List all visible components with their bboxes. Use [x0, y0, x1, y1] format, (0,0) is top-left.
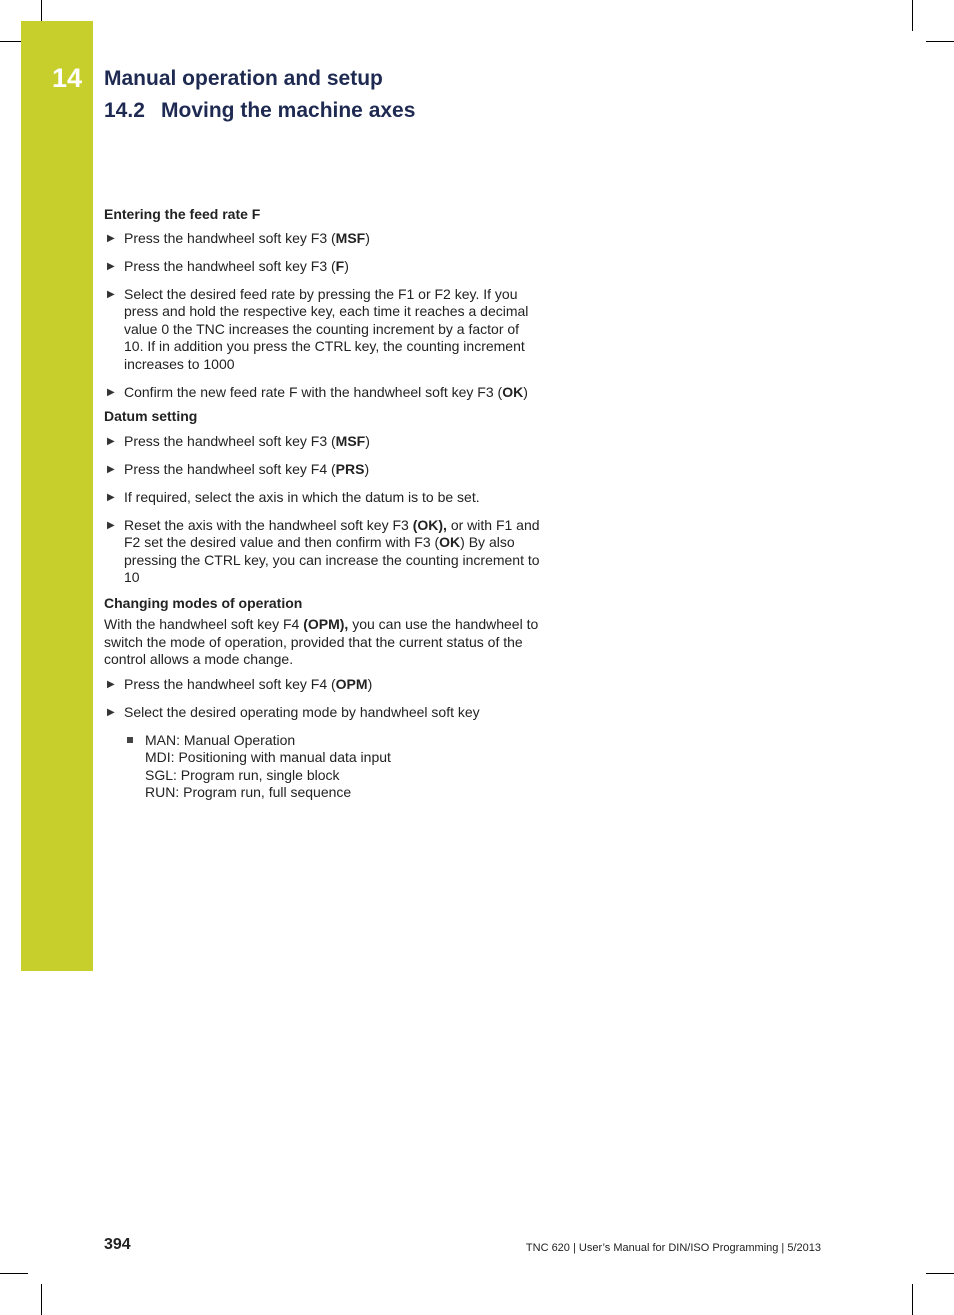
crop-mark — [41, 1284, 42, 1315]
list-item: ▶ Confirm the new feed rate F with the handwheel soft key F3 (OK) — [107, 383, 528, 400]
chapter-number: 14 — [52, 63, 83, 93]
triangle-right-icon: ▶ — [107, 706, 115, 718]
section-number: 14.2 — [104, 99, 145, 122]
page-content — [104, 206, 540, 802]
crop-mark — [912, 0, 913, 31]
list-item: ▶ Press the handwheel soft key F4 (PRS) — [107, 460, 370, 477]
crop-mark — [926, 41, 954, 42]
list-item: ▶ Reset the axis with the handwheel soft key F3 (OK), or with F1 and F2 set the desired value and then confirm with F3 (OK) By also pressing the CTRL key, you can increase the counting increment to 10 — [107, 516, 540, 585]
modes-steps — [104, 676, 540, 722]
section-title-text: Moving the machine axes — [161, 99, 416, 122]
triangle-right-icon: ▶ — [107, 232, 115, 244]
heading-feed-rate: Entering the feed rate F — [104, 206, 261, 222]
triangle-right-icon: ▶ — [107, 519, 115, 531]
list-item: ▶ Press the handwheel soft key F3 (F) — [107, 257, 349, 274]
page-number: 394 — [104, 1236, 131, 1253]
crop-mark — [0, 41, 21, 42]
triangle-right-icon: ▶ — [107, 435, 115, 447]
triangle-right-icon: ▶ — [107, 463, 115, 475]
list-item: ▶ Select the desired operating mode by handwheel soft key — [107, 703, 480, 720]
list-item: ▶ Press the handwheel soft key F4 (OPM) — [107, 675, 373, 692]
triangle-right-icon: ▶ — [107, 678, 115, 690]
heading-datum-setting: Datum setting — [104, 408, 198, 424]
datum-steps — [104, 433, 540, 587]
footer-text: TNC 620 | User’s Manual for DIN/ISO Programming | 5/2013 — [525, 1242, 821, 1254]
square-bullet-icon — [127, 737, 133, 743]
crop-mark — [912, 1284, 913, 1315]
modes-paragraph: With the handwheel soft key F4 (OPM), you can use the handwheel to switch the mode of operation, provided that the current status of the control allows a mode change. — [104, 616, 539, 667]
list-item: ▶ Select the desired feed rate by pressing the F1 or F2 key. If you press and hold the respective key, each time it reaches a decimal value 0 the TNC increases the counting increment by a factor of 10. If in addition you press the CTRL key, the counting increment increases to 1000 — [107, 285, 529, 372]
triangle-right-icon: ▶ — [107, 491, 115, 503]
crop-mark — [41, 0, 42, 21]
triangle-right-icon: ▶ — [107, 288, 115, 300]
list-item: ▶ If required, select the axis in which the datum is to be set. — [107, 488, 480, 505]
heading-modes: Changing modes of operation — [104, 594, 303, 611]
triangle-right-icon: ▶ — [107, 260, 115, 272]
operating-modes-list — [104, 732, 540, 802]
list-item: MAN: Manual Operation MDI: Positioning with manual data input SGL: Program run, single block RUN: Program run, full sequence — [124, 732, 540, 802]
chapter-sidebar — [21, 21, 93, 971]
section-title — [104, 99, 415, 123]
chapter-title: Manual operation and setup — [104, 67, 383, 90]
list-item: ▶ Press the handwheel soft key F3 (MSF) — [107, 229, 370, 246]
feed-rate-steps — [104, 230, 540, 402]
crop-mark — [926, 1273, 954, 1274]
crop-mark — [0, 1273, 28, 1274]
list-item: ▶ Press the handwheel soft key F3 (MSF) — [107, 432, 370, 449]
triangle-right-icon: ▶ — [107, 386, 115, 398]
